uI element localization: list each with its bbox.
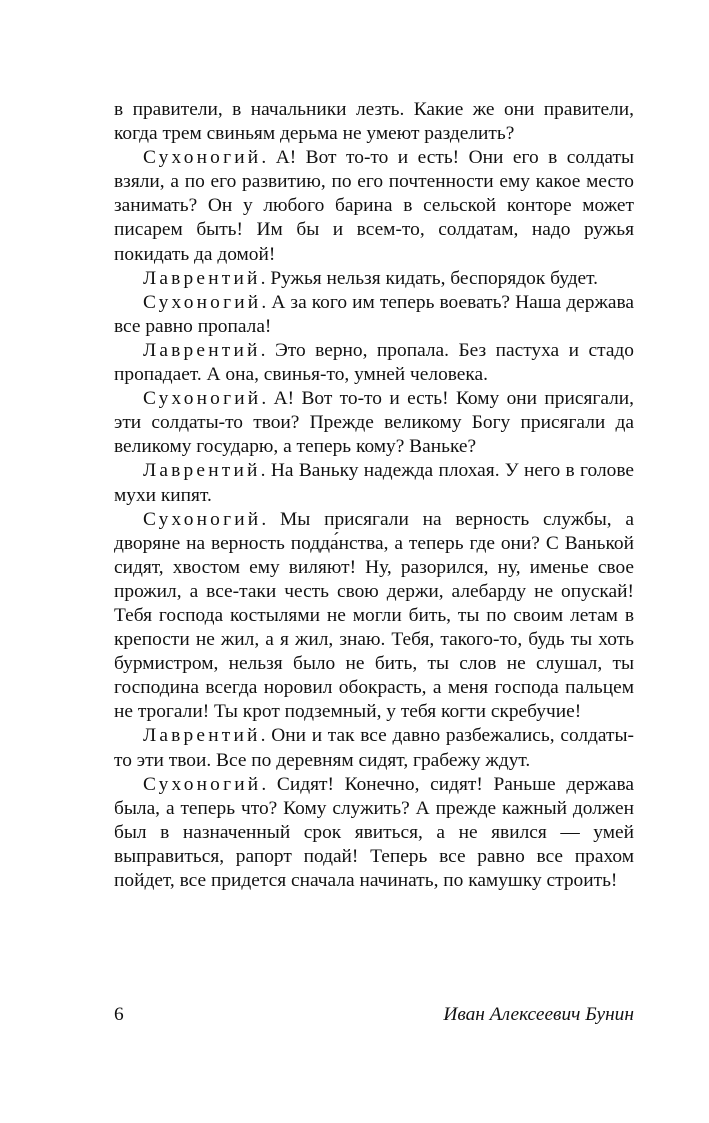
dialogue-line: Лаврентий. Ружья нельзя кидать, беспорядок будет. <box>143 267 599 289</box>
page-footer <box>114 1004 634 1026</box>
line-text: А! Вот то-то и есть! Они его в солдаты взяли, а по его развитию, по его почтенности ему какое место занимать? Он у любого барина в сельской конторе может писарем быть! Им бы и всем-то, солдатам, надо ружья покидать да домой! <box>114 147 634 265</box>
dialogue-line: Лаврентий. Это верно, пропала. Без пастуха и стадо пропадает. А она, свинья-то, умней человека. <box>114 339 634 386</box>
running-footer-author: Иван Алексеевич Бунин <box>443 1004 634 1025</box>
dialogue-line: Сухоногий. А! Вот то-то и есть! Они его в солдаты взяли, а по его развитию, по его почтенности ему какое место занимать? Он у любого барина в сельской конторе может писарем быть! Им бы и всем-то, солдатам, надо ружья покидать да домой! <box>114 147 634 265</box>
line-text: Ружья нельзя кидать, беспорядок будет. <box>270 267 599 289</box>
speaker-name: Лаврентий <box>143 725 261 747</box>
speaker-name: Сухоногий <box>143 291 262 313</box>
speaker-name: Сухоногий <box>143 147 262 169</box>
dialogue-line: Лаврентий. Они и так все давно разбежались, солдаты-то эти твои. Все по деревням сидят, грабежу ждут. <box>114 725 634 771</box>
speaker-name: Сухоногий <box>143 773 262 795</box>
line-text: Они и так все давно разбежались, солдаты-то эти твои. Все по деревням сидят, грабежу ждут. <box>114 725 634 771</box>
dialogue-line: Лаврентий. На Ваньку надежда плохая. У него в голове мухи кипят. <box>114 460 634 506</box>
line-text: Сидят! Конечно, сидят! Раньше держава была, а теперь что? Кому служить? А прежде кажный должен был в назначенный срок явиться, а не явился — умей выправиться, рапорт подай! Теперь все равно все прахом пойдет, все придется сначала начинать, по камушку строить! <box>114 773 634 891</box>
line-text: А за кого им теперь воевать? Наша держава все равно пропала! <box>114 291 634 337</box>
line-text: Это верно, пропала. Без пастуха и стадо пропадает. А она, свинья-то, умней человека. <box>114 339 634 386</box>
line-text: Мы присягали на верность службы, а дворяне на верность подда́нства, а теперь где они? С Ванькой сидят, хвостом ему виляют! Ну, разорился, ну, именье свое прожил, а все-таки честь свою держи, алебарду не опускай! Тебя господа костылями не могли бить, ты по своим летам в крепости не жил, а я жил, знаю. Тебя, такого-то, будь ты хоть бурмистром, нельзя было не бить, ты слов не слушал, ты господина всегда норовил обокрасть, а меня господа пальцем не трогали! Ты крот подземный, у тебя когти скребучие! <box>114 508 634 723</box>
page-number: 6 <box>114 1004 124 1025</box>
line-text: На Ваньку надежда плохая. У него в голове мухи кипят. <box>114 460 634 506</box>
page-text <box>114 98 634 893</box>
speaker-name: Сухоногий <box>143 388 262 410</box>
speaker-name: Лаврентий <box>143 460 261 482</box>
line-text: А! Вот то-то и есть! Кому они присягали, эти солдаты-то твои? Прежде великому Богу присягали да великому государю, а теперь кому? Ваньке? <box>114 388 635 458</box>
speaker-name: Сухоногий <box>143 508 262 530</box>
paragraph-continuation: в правители, в начальники лезть. Какие же они правители, когда трем свиньям дерьма не умеют разделить? <box>114 99 634 145</box>
dialogue-line: Сухоногий. Сидят! Конечно, сидят! Раньше держава была, а теперь что? Кому служить? А прежде кажный должен был в назначенный срок явиться, а не явился — умей выправиться, рапорт подай! Теперь все равно все прахом пойдет, все придется сначала начинать, по камушку строить! <box>114 773 634 891</box>
speaker-name: Лаврентий <box>143 339 261 361</box>
dialogue-line: Сухоногий. Мы присягали на верность службы, а дворяне на верность подда́нства, а теперь где они? С Ванькой сидят, хвостом ему виляют! Ну, разорился, ну, именье свое прожил, а все-таки честь свою держи, алебарду не опускай! Тебя господа костылями не могли бить, ты по своим летам в крепости не жил, а я жил, знаю. Тебя, такого-то, будь ты хоть бурмистром, нельзя было не бить, ты слов не слушал, ты господина всегда норовил обокрасть, а меня господа пальцем не трогали! Ты крот подземный, у тебя когти скребучие! <box>114 508 634 723</box>
dialogue-line: Сухоногий. А! Вот то-то и есть! Кому они присягали, эти солдаты-то твои? Прежде великому Богу присягали да великому государю, а теперь кому? Ваньке? <box>114 388 635 458</box>
dialogue-line: Сухоногий. А за кого им теперь воевать? Наша держава все равно пропала! <box>114 291 634 337</box>
speaker-name: Лаврентий <box>143 267 261 289</box>
